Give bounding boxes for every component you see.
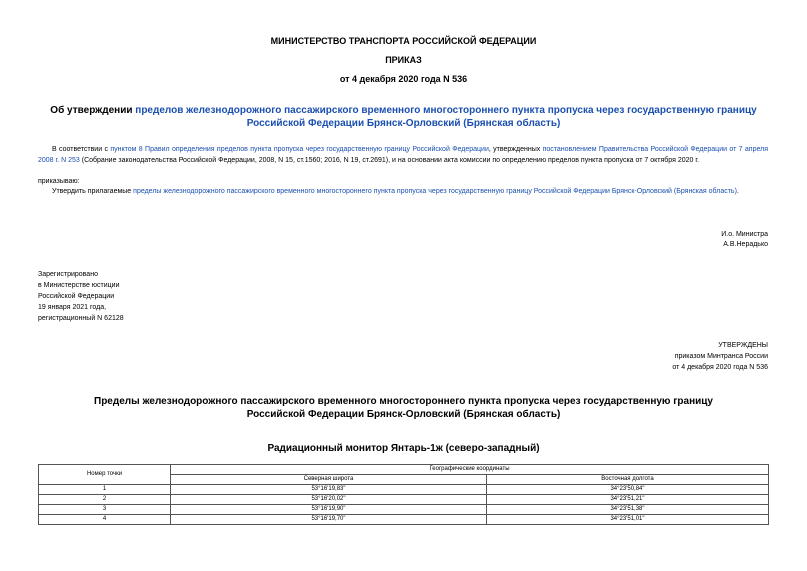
approval-block	[518, 340, 768, 373]
signature-position: И.о. Министра	[721, 231, 768, 238]
signature-name: А.В.Нерадько	[723, 241, 768, 248]
approval-line-1: УТВЕРЖДЕНЫ	[718, 342, 768, 349]
preamble-text-1: В соответствии с	[52, 146, 111, 153]
preamble-text-3: (Собрание законодательства Российской Федерации, 2008, N 15, ст.1560; 2016, N 19, ст.2691), и на основании акта комиссии по определению пределов пункта пропуска от 7 октября 2020 г.	[79, 157, 699, 164]
registration-block	[38, 269, 124, 324]
registration-line-4: 19 января 2021 года,	[38, 304, 107, 311]
cell-point-number: 2	[39, 495, 171, 505]
registration-line-1: Зарегистрировано	[38, 271, 98, 278]
doc-type-heading: ПРИКАЗ	[385, 55, 422, 65]
preamble-link-decree[interactable]: постановлением Правительства Российской Федерации от 7 апреля 2008 г. N 253	[38, 146, 769, 164]
cell-latitude: 53°16'19,70"	[171, 515, 487, 525]
cell-longitude: 34°23'50,84"	[487, 485, 769, 495]
registration-line-2: в Министерстве юстиции	[38, 282, 120, 289]
title-link[interactable]: пределов железнодорожного пассажирского временного многостороннего пункта пропуска через государственную границу Российской Федерации Брянск-Орловский (Брянская область)	[135, 105, 757, 129]
cell-longitude: 34°23'51,21"	[487, 495, 769, 505]
preamble-link-rules[interactable]: пунктом 8 Правил определения пределов пункта пропуска через государственную границу Российской Федерации	[110, 146, 489, 153]
registration-line-3: Российской Федерации	[38, 293, 115, 300]
order-text-2: .	[736, 188, 739, 195]
document-title	[40, 104, 767, 130]
table-header-row	[39, 465, 769, 475]
cell-latitude: 53°16'19,83"	[171, 485, 487, 495]
doc-date-heading: от 4 декабря 2020 года N 536	[339, 74, 468, 84]
appendix-title: Пределы железнодорожного пассажирского временного многостороннего пункта пропуска через государственную границу Российской Федерации Брянск-Орловский (Брянская область)	[94, 396, 713, 420]
approval-line-2: приказом Минтранса России	[674, 353, 768, 360]
approval-line-3: от 4 декабря 2020 года N 536	[672, 364, 768, 371]
order-paragraph	[52, 186, 768, 197]
table-row	[39, 505, 769, 515]
registration-line-5: регистрационный N 62128	[38, 315, 124, 322]
cell-latitude: 53°16'20,02"	[171, 495, 487, 505]
header-point-number: Номер точки	[39, 465, 171, 485]
title-prefix: Об утверждении	[50, 105, 136, 116]
header-longitude: Восточная долгота	[487, 475, 769, 485]
cell-longitude: 34°23'51,01"	[487, 515, 769, 525]
cell-point-number: 3	[39, 505, 171, 515]
cell-latitude: 53°16'19,90"	[171, 505, 487, 515]
order-link-limits[interactable]: пределы железнодорожного пассажирского временного многостороннего пункта пропуска через государственную границу Российской Федерации Брянск-Орловский (Брянская область)	[133, 188, 737, 195]
table-row	[39, 495, 769, 505]
cell-point-number: 1	[39, 485, 171, 495]
ministry-heading: МИНИСТЕРСТВО ТРАНСПОРТА РОССИЙСКОЙ ФЕДЕРАЦИИ	[270, 36, 537, 46]
table-row	[39, 515, 769, 525]
preamble-paragraph	[38, 144, 768, 166]
cell-point-number: 4	[39, 515, 171, 525]
header-geo-coordinates: Географические координаты	[171, 465, 769, 475]
order-label: приказываю:	[38, 178, 80, 185]
cell-longitude: 34°23'51,38"	[487, 505, 769, 515]
preamble-text-2: , утвержденных	[488, 146, 543, 153]
order-text-1: Утвердить прилагаемые	[52, 188, 134, 195]
header-latitude: Северная широта	[171, 475, 487, 485]
table-row	[39, 485, 769, 495]
section-title: Радиационный монитор Янтарь-1ж (северо-западный)	[267, 443, 540, 454]
coordinates-table	[38, 464, 769, 525]
